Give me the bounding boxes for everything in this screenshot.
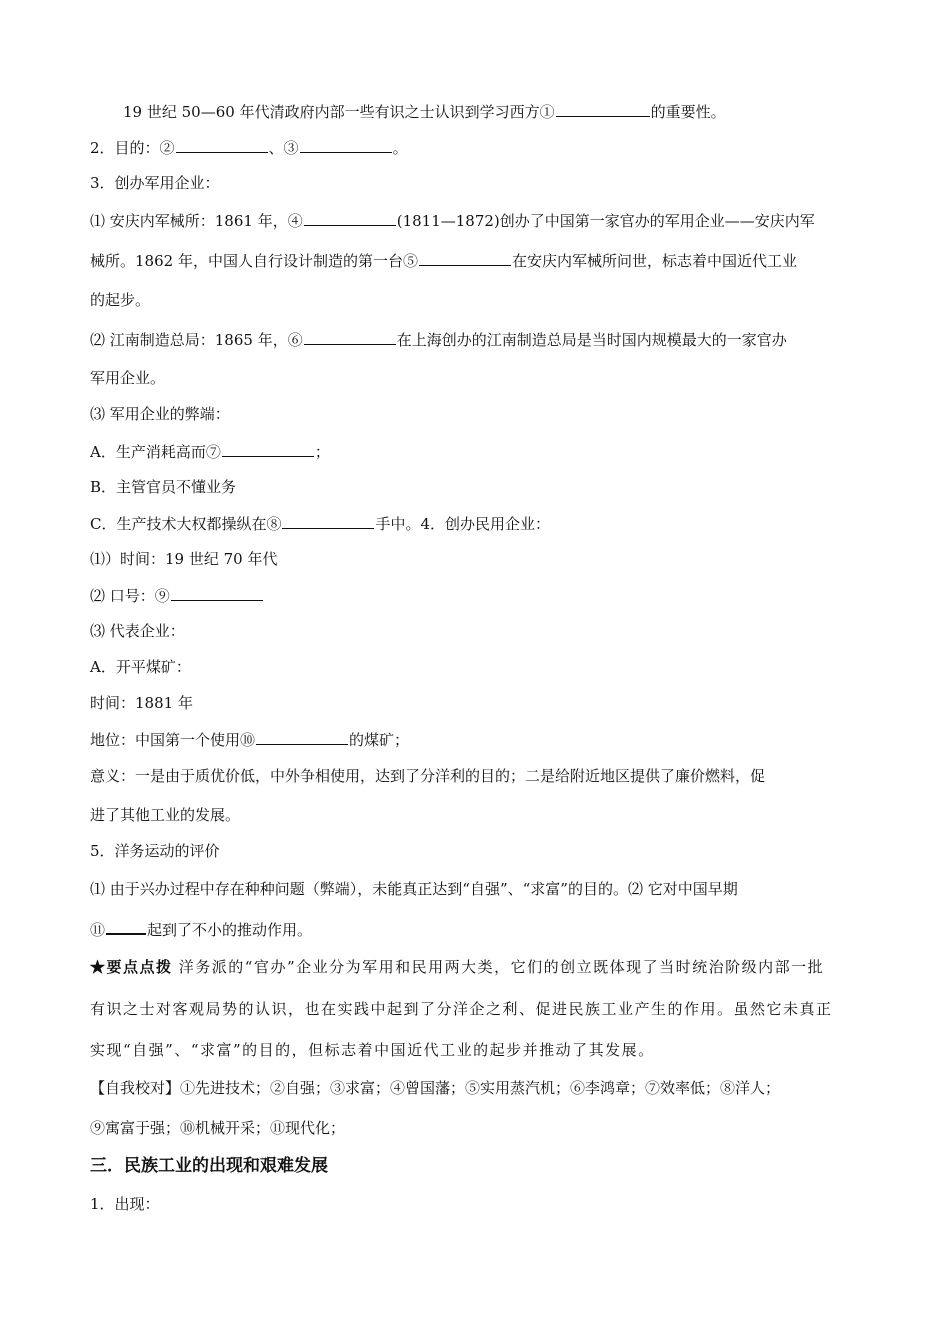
drawback-a <box>90 441 330 462</box>
text: ； <box>314 443 330 461</box>
fill-blank-9[interactable] <box>171 585 263 601</box>
text: 、③ <box>268 139 299 157</box>
text-line: 1．出现： <box>90 1195 160 1213</box>
text: 的煤矿； <box>349 731 410 749</box>
text: ⑵ 江南制造总局：1865 年，⑥ <box>90 331 303 349</box>
section-3-heading: 3．创办军用企业： <box>90 174 220 192</box>
evaluation-heading: 5．洋务运动的评价 <box>90 842 220 860</box>
anqing-line <box>90 210 815 231</box>
text: ⑴ 安庆内军械所：1861 年，④ <box>90 212 303 230</box>
fill-blank-4[interactable] <box>304 210 396 226</box>
fill-blank-5[interactable] <box>419 250 511 266</box>
drawback-c <box>90 513 550 534</box>
anqing-line-2 <box>90 250 797 271</box>
purpose-line <box>90 137 408 158</box>
kaiping-status <box>90 729 409 750</box>
fill-blank-10[interactable] <box>256 729 348 745</box>
text-line: 军用企业。 <box>90 369 166 387</box>
kaiping-heading: A．开平煤矿： <box>90 658 191 676</box>
text: 在上海创办的江南制造总局是当时国内规模最大的一家官办 <box>396 331 787 349</box>
self-check-line <box>90 1078 780 1098</box>
text: 手中。4．创办民用企业： <box>375 515 551 533</box>
fill-blank-8[interactable] <box>282 513 374 529</box>
text-line: 进了其他工业的发展。 <box>90 806 241 824</box>
evaluation-text-2 <box>90 918 312 940</box>
drawback-b: B．主管官员不懂业务 <box>90 478 237 496</box>
key-point-label: ★要点点拨 <box>90 958 173 976</box>
text-line: 的起步。 <box>90 291 151 309</box>
text: ⑵ 口号：⑨ <box>90 587 170 605</box>
self-check-label: 【自我校对】 <box>90 1079 181 1097</box>
text: A．生产消耗高而⑦ <box>90 443 221 461</box>
evaluation-text: ⑴ 由于兴办过程中存在种种问题（弊端），未能真正达到“自强”、“求富”的目的。⑵ 它对中国早期 <box>90 880 738 898</box>
jiangnan-line <box>90 329 787 350</box>
text: 在安庆内军械所问世，标志着中国近代工业 <box>511 252 797 270</box>
civil-slogan <box>90 585 264 606</box>
text: C．生产技术大权都操纵在⑧ <box>90 515 282 533</box>
text: 的重要性。 <box>650 103 726 121</box>
text: ⑪ <box>90 921 106 939</box>
text: 洋务派的“官办”企业分为军用和民用两大类，它们的创立既体现了当时统治阶级内部一批 <box>172 958 825 976</box>
key-point-text: 实现“自强”、“求富”的目的，但标志着中国近代工业的起步并推动了其发展。 <box>90 1041 655 1059</box>
civil-time: ⑴）时间：19 世纪 70 年代 <box>90 550 278 568</box>
key-point-text: 有识之士对客观局势的认识，也在实践中起到了分洋企之利、促进民族工业产生的作用。虽然它未真正 <box>90 1000 833 1018</box>
kaiping-significance: 意义：一是由于质优价低，中外争相使用，达到了分洋利的目的；二是给附近地区提供了廉价燃料，促 <box>90 767 766 785</box>
text: ①先进技术；②自强；③求富；④曾国藩；⑤实用蒸汽机；⑥李鸿章；⑦效率低；⑧洋人； <box>180 1079 781 1097</box>
text: 。 <box>392 139 408 157</box>
fill-blank-11[interactable] <box>106 918 146 935</box>
text: 2．目的：② <box>90 139 175 157</box>
text: 19 世纪 50—60 年代清政府内部一些有识之士认识到学习西方① <box>123 103 555 121</box>
text: 起到了不小的推动作用。 <box>147 921 313 939</box>
kaiping-time: 时间：1881 年 <box>90 694 193 712</box>
fill-blank-2[interactable] <box>176 137 268 153</box>
fill-blank-3[interactable] <box>300 137 392 153</box>
text: (1811—1872)创办了中国第一家官办的军用企业——安庆内军 <box>396 212 815 230</box>
fill-blank-7[interactable] <box>222 441 314 457</box>
text: 地位：中国第一个使用⑩ <box>90 731 256 749</box>
key-point-line <box>90 957 824 977</box>
representative-heading: ⑶ 代表企业： <box>90 622 185 640</box>
section-heading: 三．民族工业的出现和艰难发展 <box>90 1156 328 1176</box>
intro-line <box>123 101 726 122</box>
text: 械所。1862 年，中国人自行设计制造的第一台⑤ <box>90 252 418 270</box>
fill-blank-6[interactable] <box>304 329 396 345</box>
fill-blank-1[interactable] <box>556 101 650 117</box>
drawbacks-heading: ⑶ 军用企业的弊端： <box>90 405 230 423</box>
self-check-answers: ⑨寓富于强；⑩机械开采；⑪现代化； <box>90 1119 346 1137</box>
